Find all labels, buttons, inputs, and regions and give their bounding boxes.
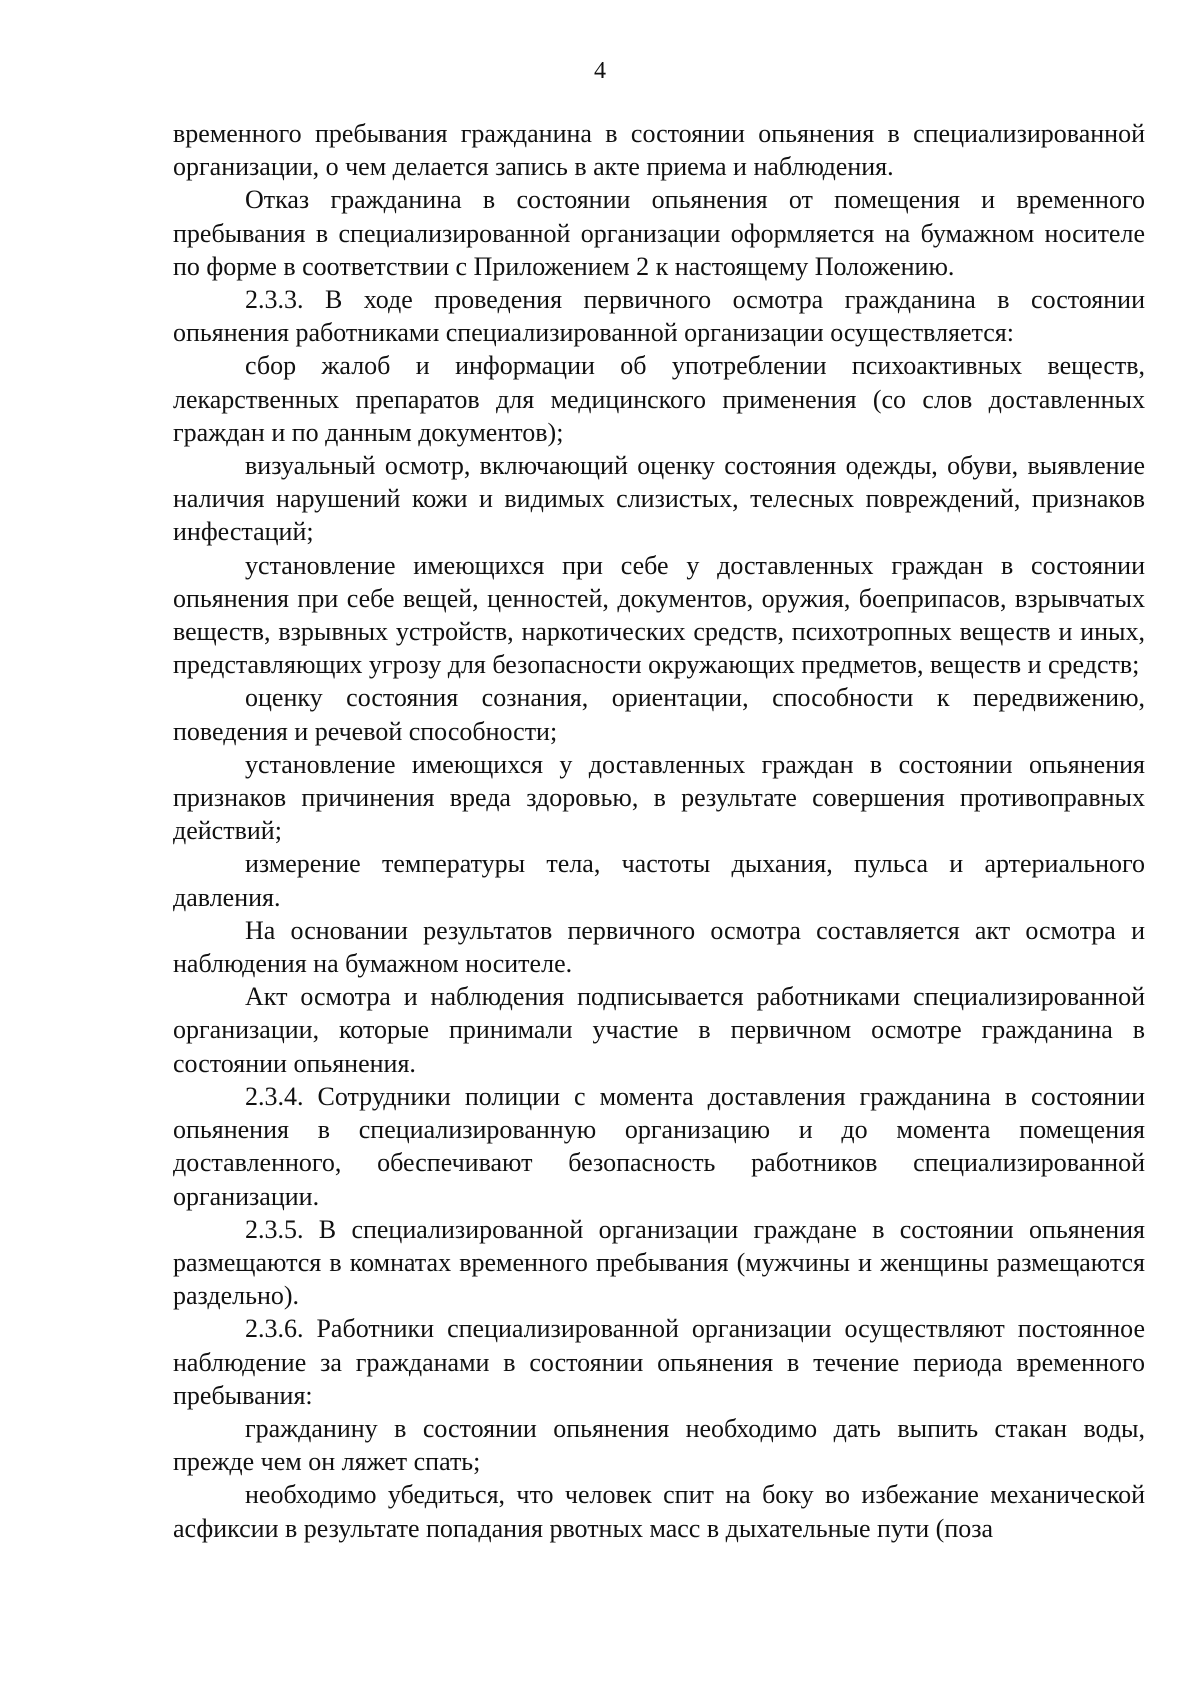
list-item-harm-signs: установление имеющихся у доставленных граждан в состоянии опьянения признаков причинения вреда здоровью, в результате совершения противоправных действий; — [173, 749, 1145, 846]
paragraph-2-3-6: 2.3.6. Работники специализированной организации осуществляют постоянное наблюдение за гражданами в состоянии опьянения в течение периода временного пребывания: — [173, 1314, 1145, 1410]
paragraph-refusal: Отказ гражданина в состоянии опьянения от помещения и временного пребывания в специализированной организации оформляется на бумажном носителе по форме в соответствии с Приложением 2 к настоящему Положению. — [173, 185, 1145, 281]
list-item-belongings: установление имеющихся при себе у доставленных граждан в состоянии опьянения при себе вещей, ценностей, документов, оружия, боеприпасов, взрывчатых веществ, взрывных устройств, наркотических средств, психотропных веществ и иных, представляющих угрозу для безопасности окружающих предметов, веществ и средств; — [173, 550, 1145, 680]
list-item-measurements: измерение температуры тела, частоты дыхания, пульса и артериального давления. — [173, 849, 1145, 912]
list-item-water: гражданину в состоянии опьянения необходимо дать выпить стакан воды, прежде чем он ляжет спать; — [173, 1413, 1145, 1477]
paragraph-2-3-4: 2.3.4. Сотрудники полиции с момента доставления гражданина в состоянии опьянения в специализированную организацию и до момента помещения доставленного, обеспечивают безопасность работников специализированной организации. — [173, 1081, 1145, 1211]
page-number: 4 — [594, 58, 606, 84]
list-item-complaints: сбор жалоб и информации об употреблении психоактивных веществ, лекарственных препаратов для медицинского применения (со слов доставленных граждан и по данным документов); — [173, 351, 1145, 447]
paragraph-2-3-5: 2.3.5. В специализированной организации граждане в состоянии опьянения размещаются в комнатах временного пребывания (мужчины и женщины размещаются раздельно). — [173, 1214, 1145, 1311]
paragraph-continuation: временного пребывания гражданина в состоянии опьянения в специализированной организации, о чем делается запись в акте приема и наблюдения. — [173, 119, 1145, 182]
list-item-consciousness: оценку состояния сознания, ориентации, способности к передвижению, поведения и речевой способности; — [173, 683, 1145, 746]
list-item-side-sleep: необходимо убедиться, что человек спит на боку во избежание механической асфиксии в результате попадания рвотных масс в дыхательные пути (поза — [173, 1480, 1145, 1543]
list-item-visual-exam: визуальный осмотр, включающий оценку состояния одежды, обуви, выявление наличия нарушений кожи и видимых слизистых, телесных повреждений, признаков инфестаций; — [173, 451, 1145, 547]
paragraph-2-3-3: 2.3.3. В ходе проведения первичного осмотра гражданина в состоянии опьянения работниками специализированной организации осуществляется: — [173, 285, 1145, 348]
paragraph-act-signing: Акт осмотра и наблюдения подписывается работниками специализированной организации, которые принимали участие в первичном осмотре гражданина в состоянии опьянения. — [173, 982, 1145, 1078]
paragraph-exam-act: На основании результатов первичного осмотра составляется акт осмотра и наблюдения на бумажном носителе. — [173, 915, 1145, 979]
document-body — [173, 117, 1145, 1545]
